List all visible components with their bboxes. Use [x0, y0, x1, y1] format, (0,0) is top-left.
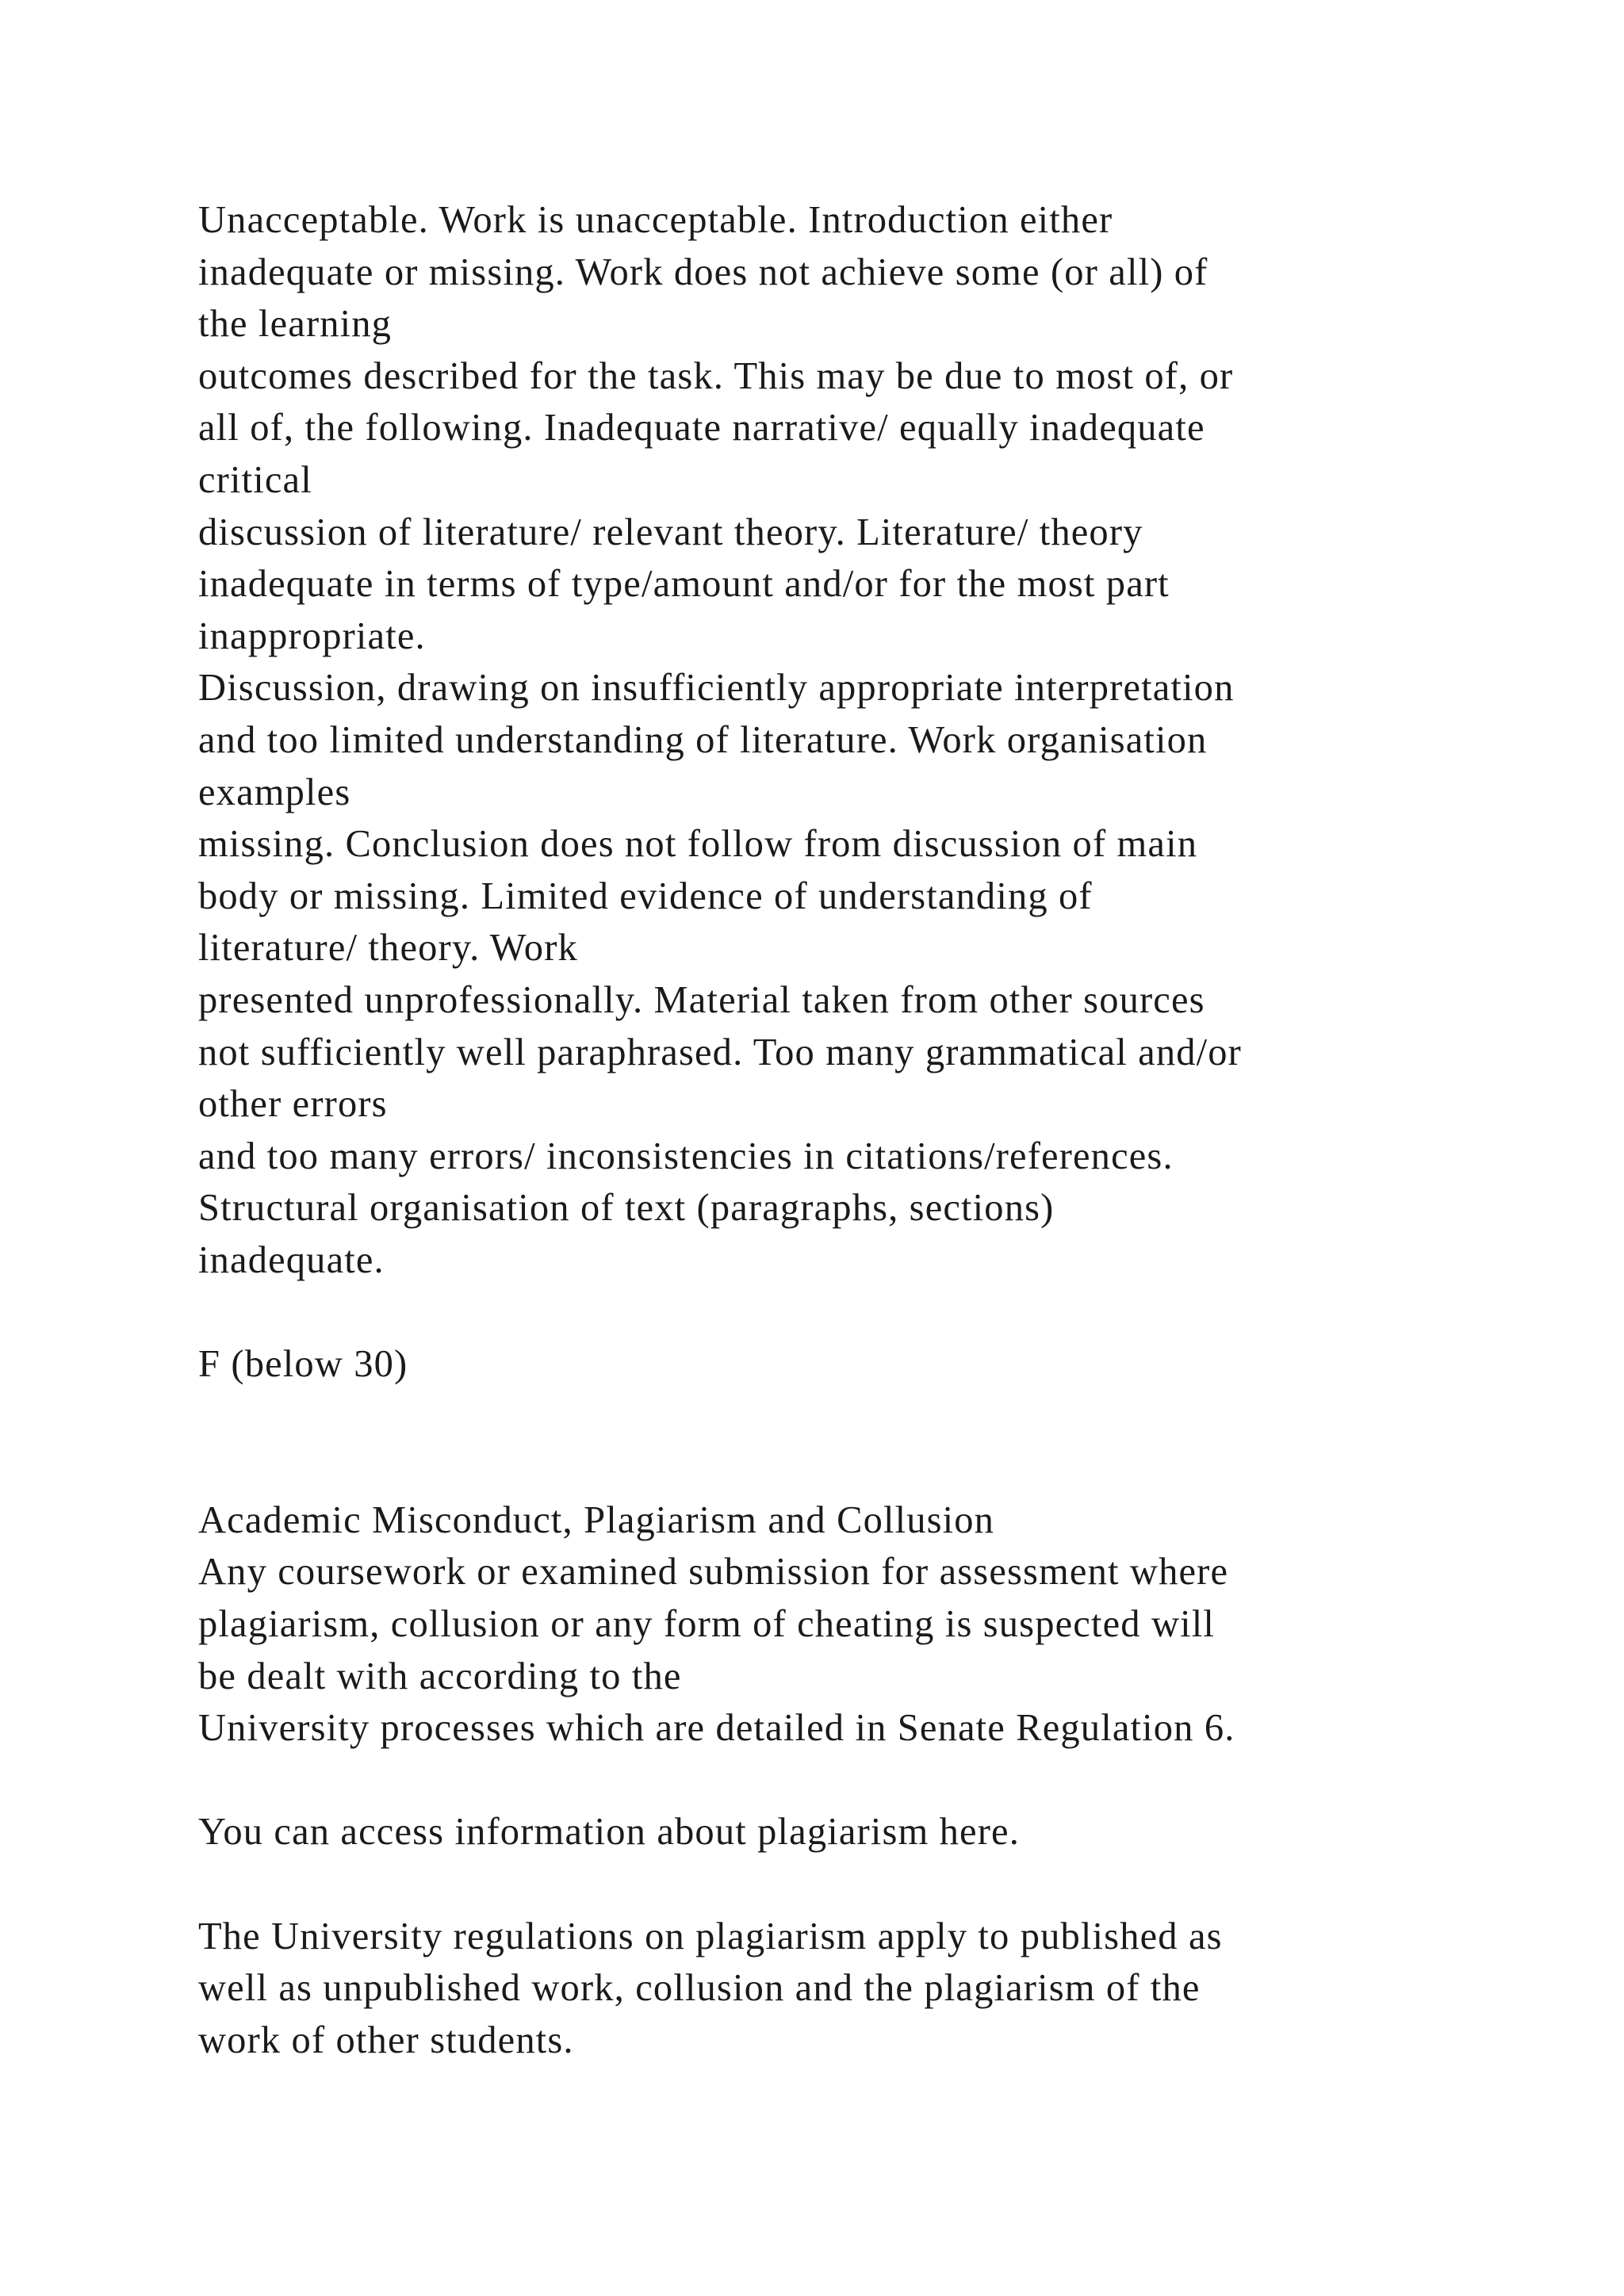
text-line: Unacceptable. Work is unacceptable. Introduction either [198, 199, 1113, 241]
text-line: the learning [198, 303, 393, 346]
text-line: be dealt with according to the [198, 1655, 682, 1697]
text-line: inadequate in terms of type/amount and/or for the most part [198, 563, 1170, 606]
text-line: and too limited understanding of literature. Work organisation [198, 718, 1208, 761]
text-line: discussion of literature/ relevant theory. Literature/ theory [198, 511, 1143, 553]
text-line: and too many errors/ inconsistencies in citations/references. [198, 1135, 1174, 1177]
grade-label: F (below 30) [198, 1343, 408, 1386]
section-title: Academic Misconduct, Plagiarism and Collusion [198, 1498, 995, 1541]
text-line: all of, the following. Inadequate narrative/ equally inadequate [198, 407, 1205, 450]
text-line: Discussion, drawing on insufficiently appropriate interpretation [198, 667, 1235, 710]
regulations-paragraph [198, 1911, 1546, 2067]
text-line: inappropriate. [198, 614, 426, 657]
text-line: critical [198, 458, 312, 501]
text-line: inadequate or missing. Work does not achieve some (or all) of [198, 251, 1208, 293]
text-line: other errors [198, 1083, 388, 1126]
blank-line [198, 1391, 1546, 1443]
plagiarism-info-paragraph [198, 1806, 1546, 1858]
blank-line [198, 1755, 1546, 1807]
text-line: not sufficiently well paraphrased. Too many grammatical and/or [198, 1031, 1242, 1073]
text-line: The University regulations on plagiarism apply to published as [198, 1915, 1223, 1957]
text-line: You can access information about plagiarism here. [198, 1811, 1020, 1854]
text-line: Structural organisation of text (paragraphs, sections) [198, 1187, 1055, 1230]
blank-line [198, 1442, 1546, 1494]
text-line: missing. Conclusion does not follow from discussion of main [198, 823, 1198, 866]
text-line: work of other students. [198, 2019, 574, 2061]
text-line: presented unprofessionally. Material taken from other sources [198, 978, 1205, 1021]
misconduct-paragraph [198, 1546, 1546, 1754]
text-line: literature/ theory. Work [198, 927, 578, 970]
text-line: plagiarism, collusion or any form of cheating is suspected will [198, 1603, 1215, 1646]
grade-description-paragraph [198, 194, 1546, 1286]
text-line: examples [198, 771, 351, 813]
text-line: body or missing. Limited evidence of understanding of [198, 874, 1093, 917]
blank-line [198, 1286, 1546, 1338]
text-line: University processes which are detailed in Senate Regulation 6. [198, 1707, 1235, 1750]
text-line: outcomes described for the task. This may be due to most of, or [198, 354, 1234, 397]
text-line: inadequate. [198, 1238, 385, 1281]
text-line: well as unpublished work, collusion and the plagiarism of the [198, 1967, 1201, 2010]
text-line: Any coursework or examined submission for assessment where [198, 1551, 1229, 1594]
document-page [198, 194, 1546, 2066]
blank-line [198, 1858, 1546, 1911]
